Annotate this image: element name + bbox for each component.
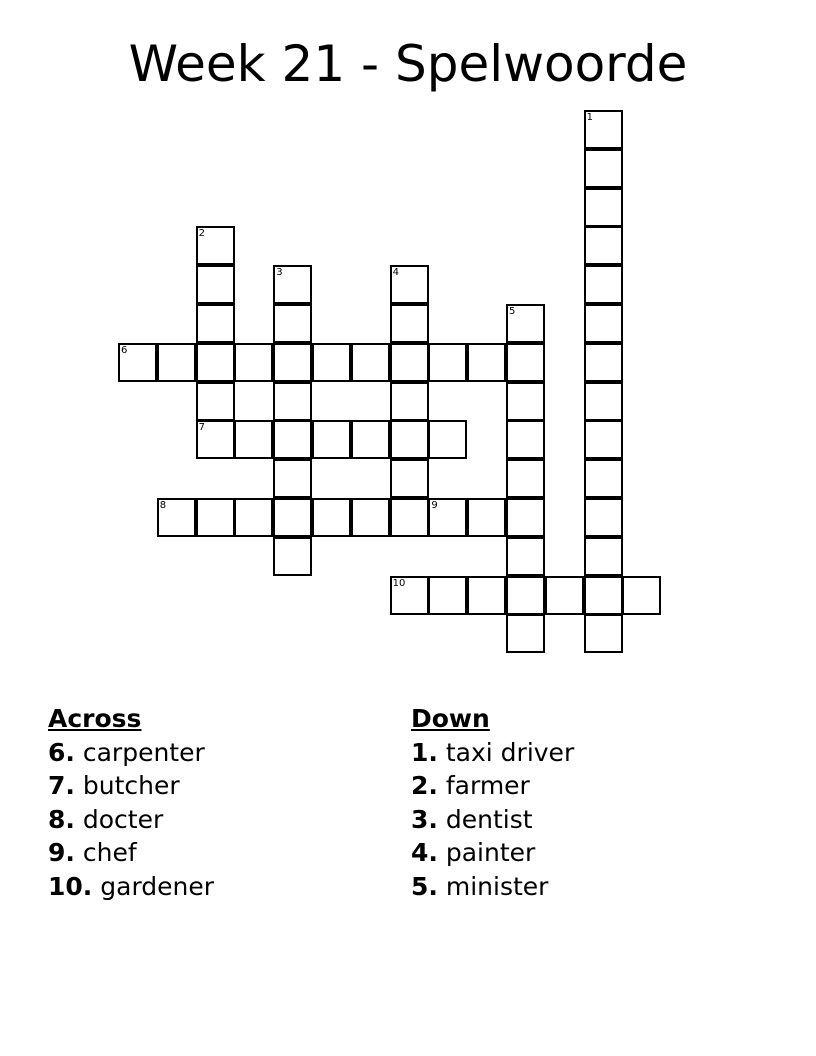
clue-down-4: 4. painter	[411, 838, 536, 867]
clue-number: 1	[586, 112, 593, 123]
crossword-cell[interactable]	[506, 576, 545, 615]
clue-down-5: 5. minister	[411, 871, 549, 901]
crossword-cell[interactable]	[390, 576, 429, 615]
crossword-cell[interactable]	[273, 459, 312, 498]
crossword-cell[interactable]	[506, 343, 545, 382]
crossword-cell[interactable]	[428, 420, 467, 459]
crossword-cell[interactable]	[196, 343, 235, 382]
crossword-cell[interactable]	[506, 382, 545, 421]
crossword-cell[interactable]	[196, 265, 235, 304]
crossword-cell[interactable]	[273, 537, 312, 576]
crossword-cell[interactable]	[273, 343, 312, 382]
crossword-cell[interactable]	[234, 420, 273, 459]
crossword-cell[interactable]	[584, 614, 623, 653]
crossword-cell[interactable]	[196, 304, 235, 343]
crossword-cell[interactable]	[584, 265, 623, 304]
crossword-cell[interactable]	[584, 420, 623, 459]
clue-down-2: 2. farmer	[411, 771, 530, 800]
clue-number: 5	[509, 306, 516, 317]
crossword-cell[interactable]	[506, 614, 545, 653]
crossword-cell[interactable]	[428, 576, 467, 615]
clue-number: 8	[159, 500, 167, 511]
crossword-cell[interactable]	[118, 343, 157, 382]
crossword-cell[interactable]	[584, 149, 623, 188]
crossword-cell[interactable]	[234, 498, 273, 537]
crossword-cell[interactable]	[273, 265, 312, 304]
clue-across-7: 7. butcher	[48, 771, 180, 800]
crossword-cell[interactable]	[506, 537, 545, 576]
crossword-cell[interactable]	[157, 498, 196, 537]
clue-number: 4	[392, 267, 399, 279]
crossword-cell[interactable]	[467, 343, 506, 382]
across-heading: Across	[48, 704, 142, 733]
crossword-cell[interactable]	[584, 343, 623, 382]
crossword-cell[interactable]	[584, 576, 623, 615]
clue-across-6: 6. carpenter	[48, 737, 205, 767]
across-clues	[48, 702, 214, 903]
crossword-cell[interactable]	[584, 459, 623, 498]
down-clues	[411, 702, 574, 903]
down-heading: Down	[411, 704, 490, 733]
crossword-cell[interactable]	[273, 498, 312, 537]
clue-number: 7	[198, 422, 205, 434]
crossword-cell[interactable]	[234, 343, 273, 382]
crossword-cell[interactable]	[467, 576, 506, 615]
crossword-cell[interactable]	[584, 304, 623, 343]
crossword-cell[interactable]	[196, 498, 235, 537]
crossword-cell[interactable]	[428, 343, 467, 382]
crossword-cell[interactable]	[506, 498, 545, 537]
crossword-cell[interactable]	[622, 576, 661, 615]
clue-across-8: 8. docter	[48, 804, 164, 834]
crossword-cell[interactable]	[157, 343, 196, 382]
crossword-cell[interactable]	[196, 226, 235, 265]
crossword-cell[interactable]	[390, 459, 429, 498]
clue-across-9: 9. chef	[48, 838, 137, 867]
crossword-cell[interactable]	[273, 382, 312, 421]
crossword-cell[interactable]	[312, 420, 351, 459]
crossword-cell[interactable]	[545, 576, 584, 615]
page-title: Week 21 - Spelwoorde	[128, 35, 688, 93]
clue-number: 2	[198, 228, 205, 240]
crossword-cell[interactable]	[390, 304, 429, 343]
crossword-cell[interactable]	[390, 382, 429, 421]
clue-number: 6	[121, 344, 128, 356]
crossword-cell[interactable]	[467, 498, 506, 537]
crossword-cell[interactable]	[390, 265, 429, 304]
crossword-cell[interactable]	[506, 304, 545, 343]
clue-number: 10	[392, 577, 406, 589]
crossword-cell[interactable]	[506, 420, 545, 459]
crossword-cell[interactable]	[390, 343, 429, 382]
crossword-cell[interactable]	[351, 343, 390, 382]
crossword-cell[interactable]	[584, 188, 623, 227]
crossword-cell[interactable]	[390, 498, 429, 537]
clue-number: 9	[431, 500, 438, 511]
crossword-cell[interactable]	[196, 420, 235, 459]
crossword-cell[interactable]	[584, 498, 623, 537]
crossword-cell[interactable]	[351, 420, 390, 459]
crossword-cell[interactable]	[584, 110, 623, 149]
crossword-cell[interactable]	[584, 537, 623, 576]
crossword-cell[interactable]	[584, 226, 623, 265]
crossword-cell[interactable]	[312, 343, 351, 382]
clue-down-1: 1. taxi driver	[411, 737, 575, 767]
crossword-cell[interactable]	[584, 382, 623, 421]
clue-across-10: 10. gardener	[48, 871, 215, 901]
crossword-cell[interactable]	[312, 498, 351, 537]
crossword-cell[interactable]	[196, 382, 235, 421]
crossword-cell[interactable]	[273, 420, 312, 459]
crossword-cell[interactable]	[273, 304, 312, 343]
crossword-cell[interactable]	[390, 420, 429, 459]
crossword-cell[interactable]	[506, 459, 545, 498]
crossword-cell[interactable]	[351, 498, 390, 537]
clue-number: 3	[276, 267, 283, 279]
crossword-cell[interactable]	[428, 498, 467, 537]
clue-down-3: 3. dentist	[411, 804, 533, 834]
